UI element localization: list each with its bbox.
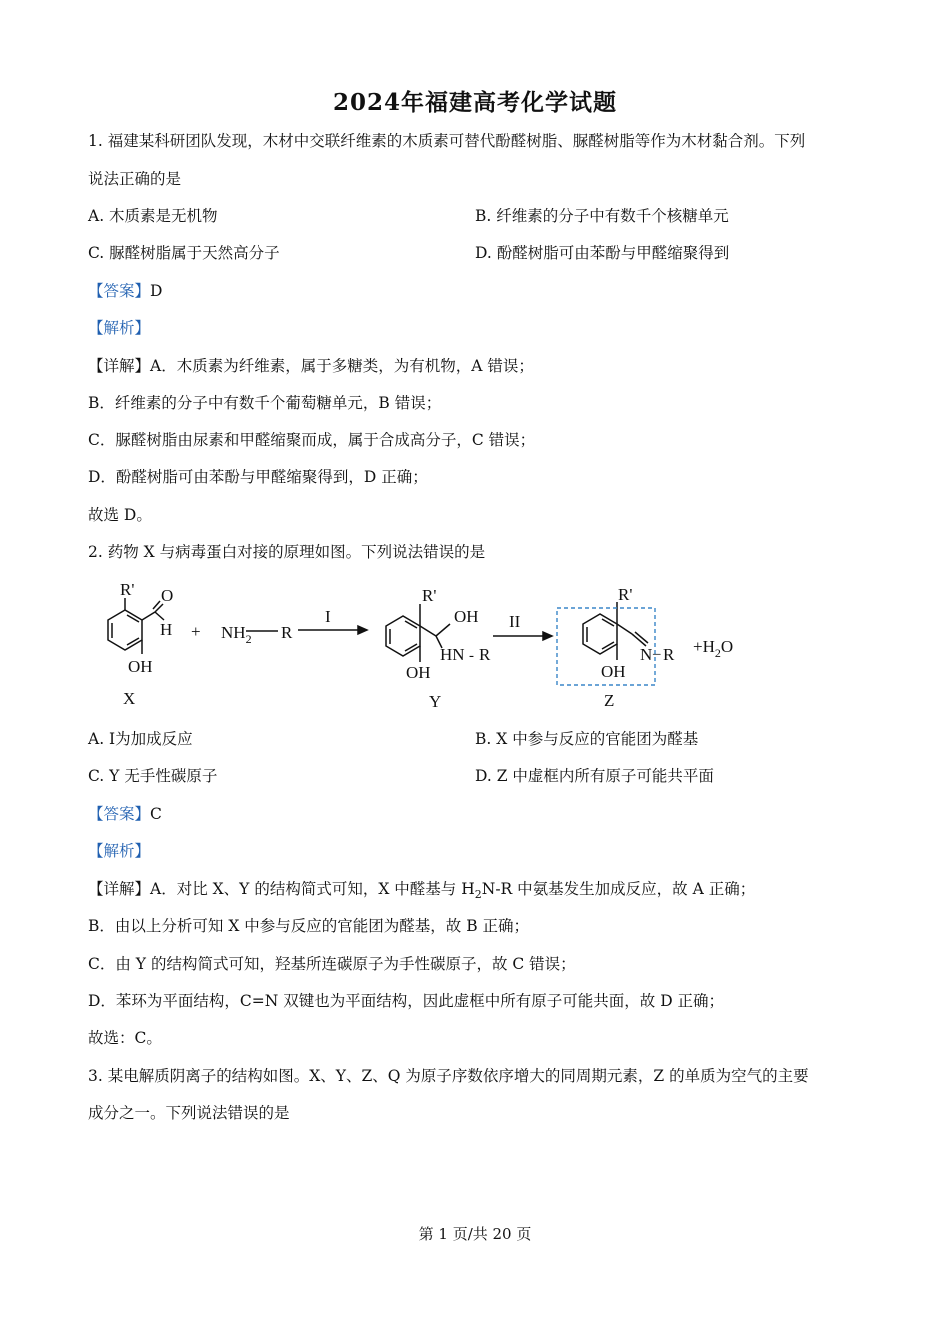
page-title: 2024年福建高考化学试题 xyxy=(332,89,617,116)
q2-detail-d: D．苯环为平面结构，C=N 双键也为平面结构，因此虚框中所有原子可能共面，故 D 正确； xyxy=(88,992,725,1010)
arrow-label-ii: II xyxy=(509,612,521,631)
q2-conclusion: 故选：C。 xyxy=(88,1029,162,1047)
q2-detail-a-text: A．对比 X、Y 的结构简式可知，X 中醛基与 H xyxy=(150,880,475,898)
q1-answer-value: D xyxy=(150,282,163,300)
amine-nh: $NH_2$ xyxy=(221,623,252,646)
y-oh-bottom: OH xyxy=(406,663,431,682)
x-oh: OH xyxy=(128,657,153,676)
q2-option-c: C. Y 无手性碳原子 xyxy=(88,767,218,785)
x-aldehyde-o: O xyxy=(161,586,174,605)
q1-conclusion: 故选 D。 xyxy=(88,506,152,524)
label-x: X xyxy=(123,689,136,708)
z-n: N xyxy=(640,645,653,664)
page-footer: 第 1 页/共 20 页 xyxy=(418,1225,532,1243)
q1-detail-b: B．纤维素的分子中有数千个葡萄糖单元，B 错误； xyxy=(88,394,442,412)
y-hn: HN xyxy=(440,645,465,664)
q1-answer xyxy=(88,280,162,302)
q2-detail-a-sub: 2 xyxy=(474,888,482,902)
x-aldehyde-h: H xyxy=(160,620,173,639)
answer-tag: 【答案】 xyxy=(88,805,151,823)
q3-stem-line2: 成分之一。下列说法错误的是 xyxy=(88,1104,290,1122)
detail-tag: 【详解】 xyxy=(88,880,151,898)
q1-option-c: C. 脲醛树脂属于天然高分子 xyxy=(88,244,280,262)
arrow-label-i: I xyxy=(325,607,331,626)
q1-detail-a: A．木质素为纤维素，属于多糖类，为有机物，A 错误； xyxy=(150,357,534,375)
z-r-prime: R' xyxy=(618,585,633,604)
z-r: R xyxy=(663,645,675,664)
q2-option-d: D. Z 中虚框内所有原子可能共平面 xyxy=(475,767,714,785)
answer-tag: 【答案】 xyxy=(88,282,151,300)
q2-detail-a-tail: N-R 中氨基发生加成反应，故 A 正确； xyxy=(481,880,756,898)
q2-detail-a xyxy=(88,878,755,906)
q2-answer xyxy=(88,803,162,825)
y-dash: - xyxy=(469,648,474,664)
q1-option-a: A. 木质素是无机物 xyxy=(88,207,218,225)
benzene-ring-z xyxy=(583,602,648,660)
q2-analysis-tag xyxy=(88,840,150,862)
q1-stem-line1: 1. 福建某科研团队发现，木材中交联纤维素的木质素可替代酚醛树脂、脲醛树脂等作为木材黏合剂。下列 xyxy=(88,132,806,150)
amine-r: R xyxy=(281,623,293,642)
q1-detail-c: C．脲醛树脂由尿素和甲醛缩聚而成，属于合成高分子，C 错误； xyxy=(88,431,536,449)
y-r-prime: R' xyxy=(422,586,437,605)
analysis-tag: 【解析】 xyxy=(88,319,151,337)
reaction-scheme xyxy=(80,578,770,718)
q1-detail-line xyxy=(88,355,534,377)
q2-detail-b: B．由以上分析可知 X 中参与反应的官能团为醛基，故 B 正确； xyxy=(88,917,530,935)
q1-option-d: D. 酚醛树脂可由苯酚与甲醛缩聚得到 xyxy=(475,244,730,262)
z-oh: OH xyxy=(601,662,626,681)
analysis-tag: 【解析】 xyxy=(88,842,151,860)
z-dash: – xyxy=(653,646,661,662)
benzene-ring-x xyxy=(108,598,164,654)
q2-option-a: A. I为加成反应 xyxy=(88,730,193,748)
q1-detail-d: D．酚醛树脂可由苯酚与甲醛缩聚得到，D 正确； xyxy=(88,468,428,486)
plus-sign: + xyxy=(191,622,201,641)
detail-tag: 【详解】 xyxy=(88,357,151,375)
q2-option-b: B. X 中参与反应的官能团为醛基 xyxy=(475,730,699,748)
y-r: R xyxy=(479,645,491,664)
q2-detail-c: C．由 Y 的结构简式可知，羟基所连碳原子为手性碳原子，故 C 错误； xyxy=(88,955,576,973)
y-oh-top: OH xyxy=(454,607,479,626)
q1-stem-line2: 说法正确的是 xyxy=(88,170,182,188)
label-z: Z xyxy=(604,691,615,710)
label-y: Y xyxy=(429,692,442,711)
x-r-prime: R' xyxy=(120,580,135,599)
q1-option-b: B. 纤维素的分子中有数千个核糖单元 xyxy=(475,207,729,225)
q2-answer-value: C xyxy=(150,805,162,823)
q1-analysis-tag xyxy=(88,317,150,339)
water: $+H_2O$ xyxy=(693,637,734,660)
q3-stem-line1: 3. 某电解质阴离子的结构如图。X、Y、Z、Q 为原子序数依序增大的同周期元素，Z 的单质为空气的主要 xyxy=(88,1067,809,1085)
q2-stem: 2. 药物 X 与病毒蛋白对接的原理如图。下列说法错误的是 xyxy=(88,543,486,561)
